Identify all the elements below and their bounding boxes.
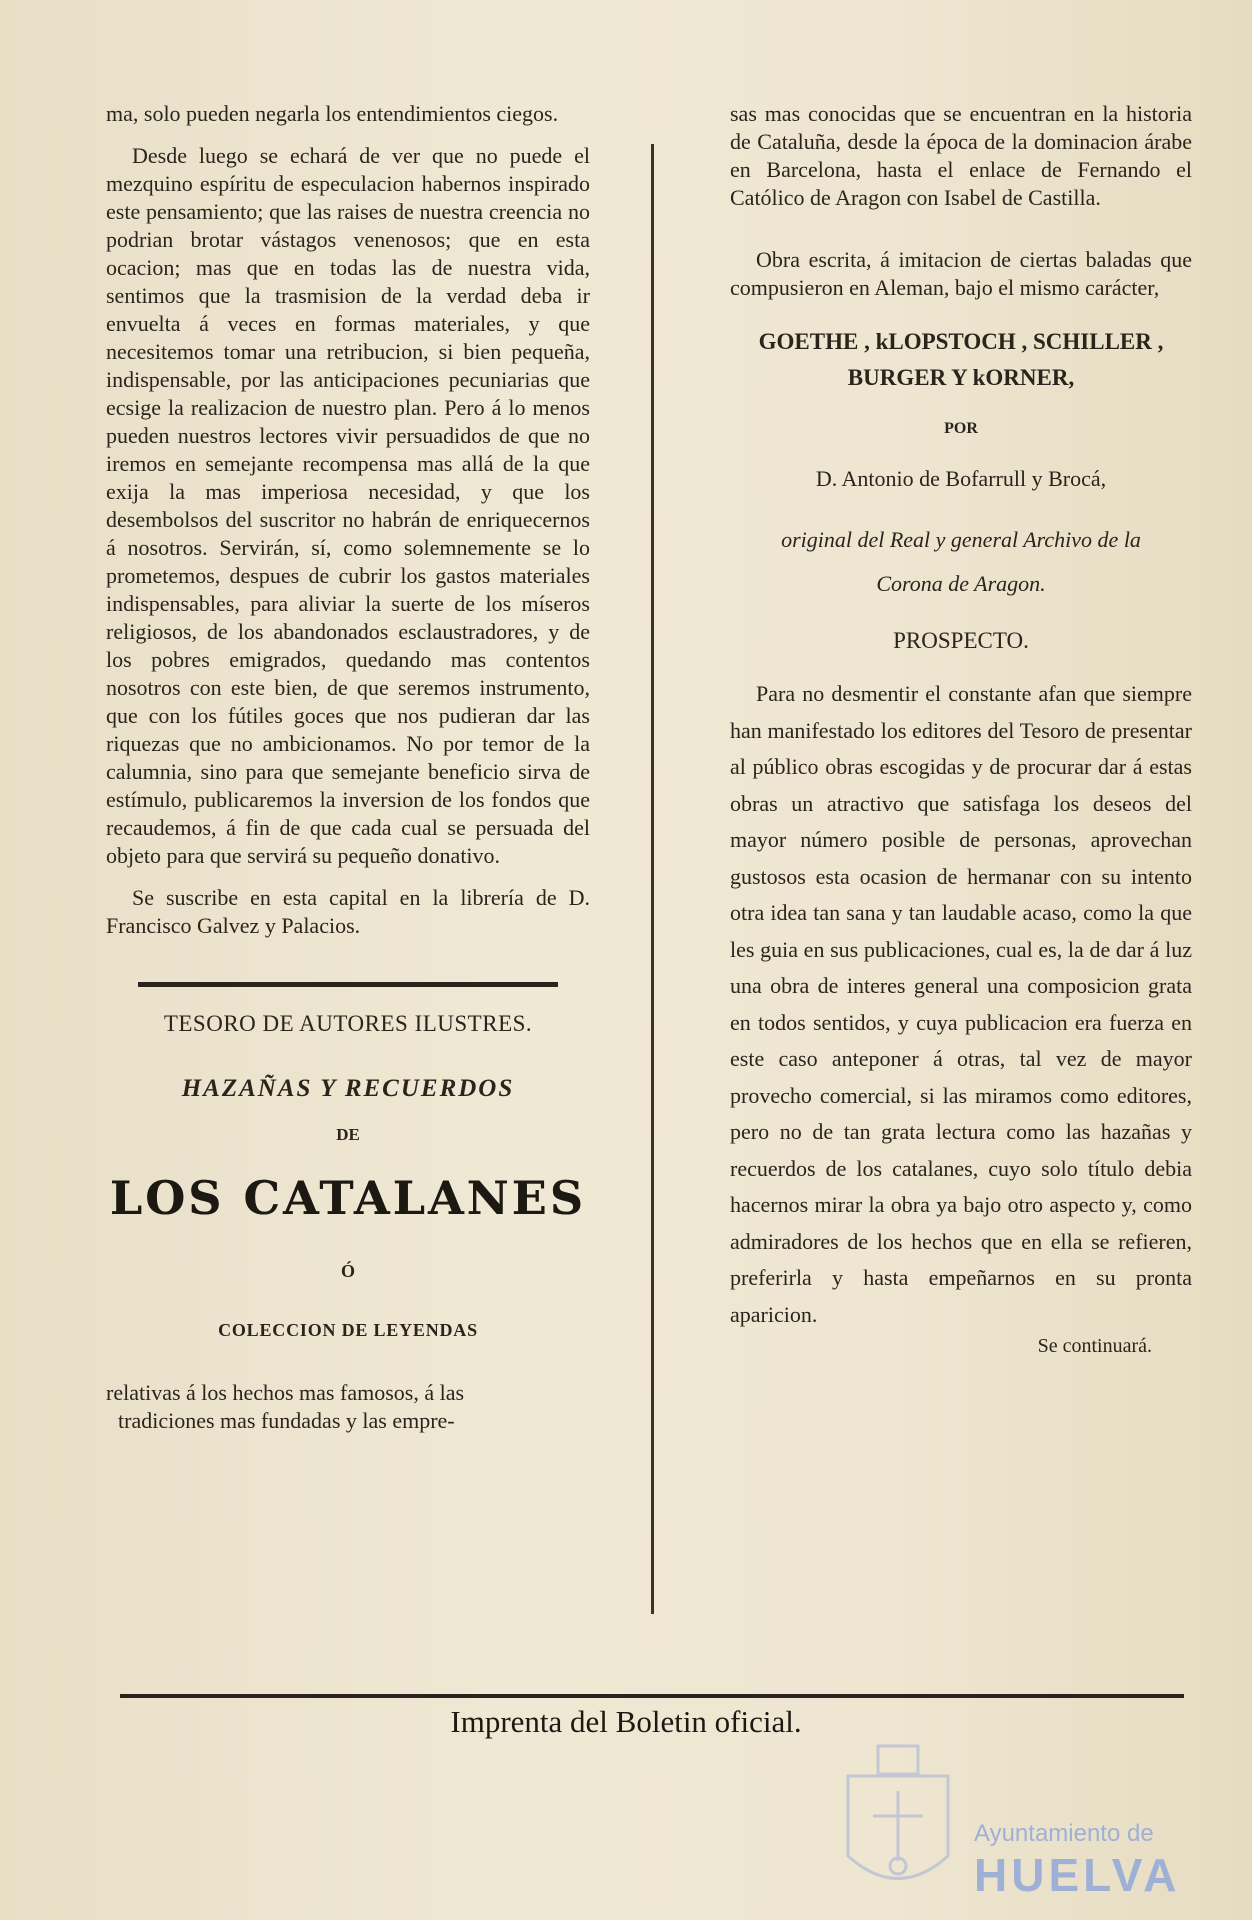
right-column (730, 100, 1192, 1358)
left-paragraph-2: Desde luego se echará de ver que no puede el mezquino espíritu de especulacion habernos inspirado este pensamiento; que las raises de nuestra creencia no podrian brotar vástagos venenosos; que en esta ocacion; mas que en todas las de nuestra vida, sentimos que la trasmision de la verdad deba ir envuelta á veces en formas materiales, y que necesitemos tomar una retribucion, si bien pequeña, indispensable, por las anticipaciones pecuniarias que ecsige la realizacion de nuestro plan. Pero á lo menos pueden nuestros lectores vivir persuadidos de que no iremos en semejante recompensa mas allá de la que exija la mas imperiosa necesidad, y que los desembolsos del suscritor no habrán de enriquecernos á nosotros. Servirán, sí, como solemnemente se lo prometemos, despues de cubrir los gastos materiales indispensables, para aliviar la suerte de los míseros religiosos, de los abandonados esclaustradores, y de los pobres emigrados, quedando mas contentos nosotros con este bien, de que seremos instrumento, que con los fútiles goces que nos pudieran dar las riquezas que no ambicionamos. No por temor de la calumnia, sino para que semejante beneficio sirva de estímulo, publicaremos la inversion de los fondos que recaudemos, á fin de que cada cual se persuada del objeto para que servirá su pequeño donativo. (106, 143, 590, 868)
catalanes-title: LOS CATALANES (109, 1171, 587, 1225)
subscription-note: Se suscribe en esta capital en la librería de D. Francisco Galvez y Palacios. (106, 885, 590, 938)
prospecto-heading: PROSPECTO. (893, 628, 1029, 653)
archive-credit-line-1: original del Real y general Archivo de la (781, 527, 1141, 552)
imprenta-footer: Imprenta del Boletin oficial. (450, 1704, 802, 1739)
footer-rule (120, 1694, 1184, 1698)
tesoro-heading: TESORO DE AUTORES ILUSTRES. (163, 1011, 533, 1036)
left-column (106, 100, 590, 1435)
archive-credit-line-2: Corona de Aragon. (876, 571, 1046, 596)
archive-credit (730, 518, 1192, 606)
section-rule (138, 982, 558, 987)
relativas-line-2: tradiciones mas fundadas y las empre- (118, 1408, 455, 1433)
authors-line-1: GOETHE , kLOPSTOCH , SCHILLER , (758, 329, 1164, 354)
de-connector: DE (336, 1125, 360, 1144)
prospecto-body: Para no desmentir el constante afan que siempre han manifestado los editores del Tesoro de presentar al público obras escogidas y de procurar dar á estas obras un atractivo que satisfaga los deseos del mayor número posible de personas, aprovechan gustosos esta ocasion de hermanar con su intento otra idea tan sana y tan laudable acaso, como la que les guia en sus publicaciones, cual es, la de dar á luz una obra de interes general una composicion grata en todos sentidos, y cuya publicacion era fuerza en este caso anteponer á otras, tal vez de mayor provecho comercial, si las miramos como editores, pero no de tan grata lectura como las hazañas y recuerdos de los catalanes, cuyo solo título debia hacernos mirar la obra ya bajo otro aspecto y, como admiradores de los hechos que en ella se refieren, preferirla y hasta empeñarnos en su pronta aparicion. (730, 681, 1192, 1327)
authors-line-2: BURGER Y kORNER, (847, 365, 1075, 390)
relativas-text (106, 1379, 590, 1435)
watermark-line-1: Ayuntamiento de (974, 1820, 1154, 1847)
watermark-line-2: HUELVA (974, 1849, 1181, 1901)
o-connector: Ó (340, 1261, 355, 1281)
por-label: POR (944, 420, 978, 437)
left-paragraph-1: ma, solo pueden negarla los entendimientos ciegos. (106, 101, 559, 126)
coleccion-subtitle: COLECCION DE LEYENDAS (218, 1320, 478, 1340)
author-name: D. Antonio de Bofarrull y Brocá, (815, 466, 1107, 491)
continuara-note: Se continuará. (1037, 1335, 1152, 1357)
column-divider (651, 144, 654, 1614)
hazanas-title: HAZAÑAS Y RECUERDOS (181, 1075, 515, 1102)
right-paragraph-1: sas mas conocidas que se encuentran en la historia de Cataluña, desde la época de la dominacion árabe en Barcelona, hasta el enlace de Fernando el Católico de Aragon con Isabel de Castilla. (730, 101, 1192, 210)
relativas-line-1: relativas á los hechos mas famosos, á las (106, 1380, 465, 1405)
authors-list (730, 324, 1192, 396)
obra-paragraph: Obra escrita, á imitacion de ciertas baladas que compusieron en Aleman, bajo el mismo carácter, (730, 247, 1192, 300)
